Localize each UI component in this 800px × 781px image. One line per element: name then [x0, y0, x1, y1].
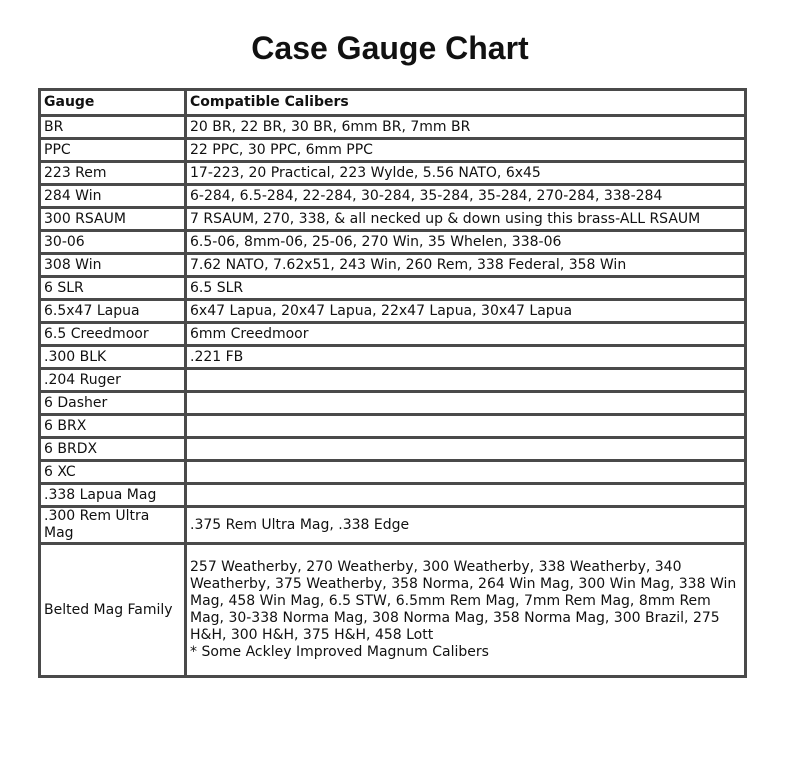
gauge-cell: .338 Lapua Mag [40, 484, 186, 507]
table-row [40, 116, 746, 139]
calibers-cell: 6.5 SLR [186, 277, 746, 300]
gauge-cell: 6.5 Creedmoor [40, 323, 186, 346]
table-row [40, 323, 746, 346]
table-row [40, 392, 746, 415]
case-gauge-table [38, 88, 747, 678]
calibers-cell: .375 Rem Ultra Mag, .338 Edge [186, 507, 746, 544]
calibers-cell: 20 BR, 22 BR, 30 BR, 6mm BR, 7mm BR [186, 116, 746, 139]
belted-calibers-list: 257 Weatherby, 270 Weatherby, 300 Weatherby, 338 Weatherby, 340 Weatherby, 375 Weatherby, 358 Norma, 264 Win Mag, 300 Win Mag, 338 Win Mag, 458 Win Mag, 6.5 STW, 6.5mm Rem Mag, 7mm Rem Mag, 8mm Rem Mag, 30-338 Norma Mag, 308 Norma Mag, 358 Norma Mag, 300 Brazil, 275 H&H, 300 H&H, 375 H&H, 458 Lott [190, 559, 737, 643]
gauge-cell: PPC [40, 139, 186, 162]
calibers-cell [186, 392, 746, 415]
gauge-cell: 308 Win [40, 254, 186, 277]
calibers-column-header: Compatible Calibers [186, 90, 746, 116]
gauge-cell: 223 Rem [40, 162, 186, 185]
calibers-cell: 7 RSAUM, 270, 338, & all necked up & down using this brass-ALL RSAUM [186, 208, 746, 231]
table-row [40, 415, 746, 438]
calibers-cell: 6x47 Lapua, 20x47 Lapua, 22x47 Lapua, 30x47 Lapua [186, 300, 746, 323]
gauge-cell: 6 BRX [40, 415, 186, 438]
gauge-cell: BR [40, 116, 186, 139]
gauge-cell: 284 Win [40, 185, 186, 208]
table-row [40, 484, 746, 507]
gauge-cell: .204 Ruger [40, 369, 186, 392]
gauge-cell: 6.5x47 Lapua [40, 300, 186, 323]
calibers-cell [186, 544, 746, 677]
gauge-column-header: Gauge [40, 90, 186, 116]
table-row [40, 231, 746, 254]
gauge-cell: 300 RSAUM [40, 208, 186, 231]
gauge-cell: 6 SLR [40, 277, 186, 300]
calibers-cell [186, 438, 746, 461]
gauge-cell: 6 Dasher [40, 392, 186, 415]
table-header-row [40, 90, 746, 116]
calibers-cell [186, 484, 746, 507]
ackley-note: * Some Ackley Improved Magnum Calibers [190, 644, 489, 660]
gauge-cell: .300 BLK [40, 346, 186, 369]
calibers-cell: 6.5-06, 8mm-06, 25-06, 270 Win, 35 Whelen, 338-06 [186, 231, 746, 254]
gauge-cell: .300 Rem Ultra Mag [40, 507, 186, 544]
calibers-cell: .221 FB [186, 346, 746, 369]
table-row [40, 369, 746, 392]
table-row [40, 507, 746, 544]
calibers-cell [186, 415, 746, 438]
calibers-cell: 7.62 NATO, 7.62x51, 243 Win, 260 Rem, 338 Federal, 358 Win [186, 254, 746, 277]
table-row [40, 254, 746, 277]
table-row [40, 139, 746, 162]
calibers-cell: 17-223, 20 Practical, 223 Wylde, 5.56 NATO, 6x45 [186, 162, 746, 185]
gauge-cell: Belted Mag Family [40, 544, 186, 677]
table-row [40, 185, 746, 208]
gauge-cell: 6 XC [40, 461, 186, 484]
table-row [40, 277, 746, 300]
table-row [40, 300, 746, 323]
table-row-belted [40, 544, 746, 677]
gauge-cell: 6 BRDX [40, 438, 186, 461]
calibers-cell [186, 369, 746, 392]
calibers-cell: 6mm Creedmoor [186, 323, 746, 346]
gauge-cell: 30-06 [40, 231, 186, 254]
table-row [40, 162, 746, 185]
calibers-cell: 22 PPC, 30 PPC, 6mm PPC [186, 139, 746, 162]
calibers-cell: 6-284, 6.5-284, 22-284, 30-284, 35-284, 35-284, 270-284, 338-284 [186, 185, 746, 208]
table-row [40, 346, 746, 369]
table-row [40, 461, 746, 484]
page-title: Case Gauge Chart [251, 30, 529, 66]
calibers-cell [186, 461, 746, 484]
table-row [40, 438, 746, 461]
table-row [40, 208, 746, 231]
